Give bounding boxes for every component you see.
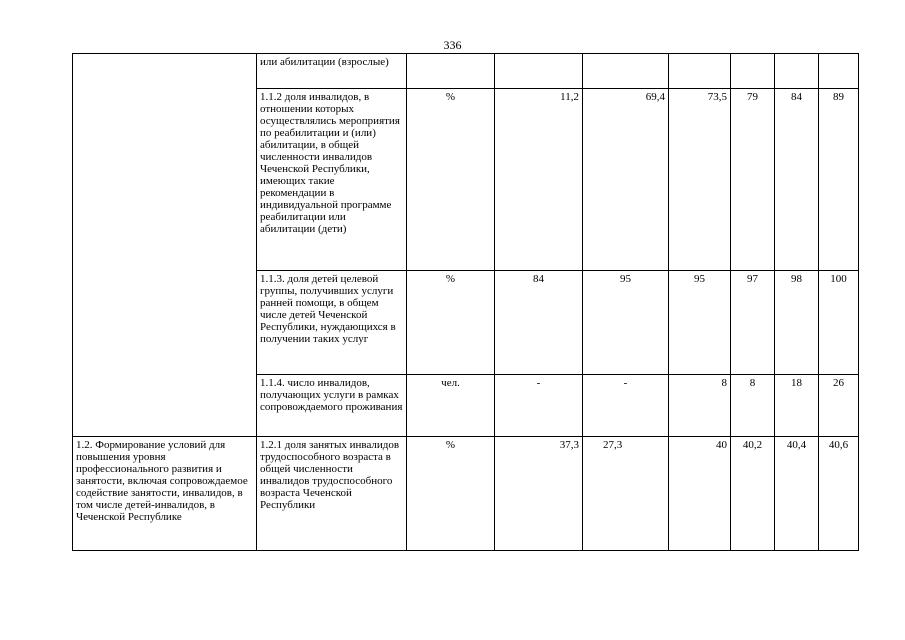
unit-cell: % [407,437,495,551]
value-cell: - [583,375,669,437]
value-cell: 11,2 [495,89,583,271]
unit-cell [407,54,495,89]
value-cell: 40,2 [731,437,775,551]
value-cell: 40 [669,437,731,551]
value-cell: 98 [775,271,819,375]
value-cell: 79 [731,89,775,271]
value-cell: 40,6 [819,437,859,551]
value-cell: 8 [731,375,775,437]
value-cell: 27,3 [583,437,669,551]
indicator-cell: 1.2.1 доля занятых инвалидов трудоспособного возраста в общей численности инвалидов трудоспособного возраста Чеченской Республики [257,437,407,551]
value-cell: 100 [819,271,859,375]
value-cell [775,54,819,89]
unit-cell: % [407,271,495,375]
indicator-cell: 1.1.4. число инвалидов, получающих услуги в рамках сопровождаемого проживания [257,375,407,437]
value-cell: 26 [819,375,859,437]
indicator-cell: 1.1.3. доля детей целевой группы, получивших услуги ранней помощи, в общем числе детей Чеченской Республики, нуждающихся в получении таких услуг [257,271,407,375]
value-cell [669,54,731,89]
value-cell: 89 [819,89,859,271]
value-cell: 40,4 [775,437,819,551]
value-cell: 84 [495,271,583,375]
value-cell: 95 [669,271,731,375]
value-cell: 8 [669,375,731,437]
value-cell [583,54,669,89]
value-cell: 84 [775,89,819,271]
value-cell [731,54,775,89]
value-cell [495,54,583,89]
indicator-cell: 1.1.2 доля инвалидов, в отношении которых осуществлялись мероприятия по реабилитации и (или) абилитации, в общей численности инвалидов Чеченской Республики, имеющих такие рекомендации в индивидуальной программе реабилитации или абилитации (дети) [257,89,407,271]
table-row [73,54,859,89]
table-row [73,437,859,551]
task-cell: 1.2. Формирование условий для повышения уровня профессионального развития и занятости, включая сопровождаемое содействие занятости, инвалидов, в том числе детей-инвалидов, в Чеченской Республике [73,437,257,551]
unit-cell: чел. [407,375,495,437]
value-cell: 95 [583,271,669,375]
indicators-table [72,53,859,551]
indicator-cell: или абилитации (взрослые) [257,54,407,89]
page-number: 336 [443,38,462,52]
value-cell: 18 [775,375,819,437]
value-cell: 97 [731,271,775,375]
value-cell: 37,3 [495,437,583,551]
task-cell [73,54,257,437]
unit-cell: % [407,89,495,271]
value-cell: 69,4 [583,89,669,271]
value-cell [819,54,859,89]
value-cell: - [495,375,583,437]
value-cell: 73,5 [669,89,731,271]
